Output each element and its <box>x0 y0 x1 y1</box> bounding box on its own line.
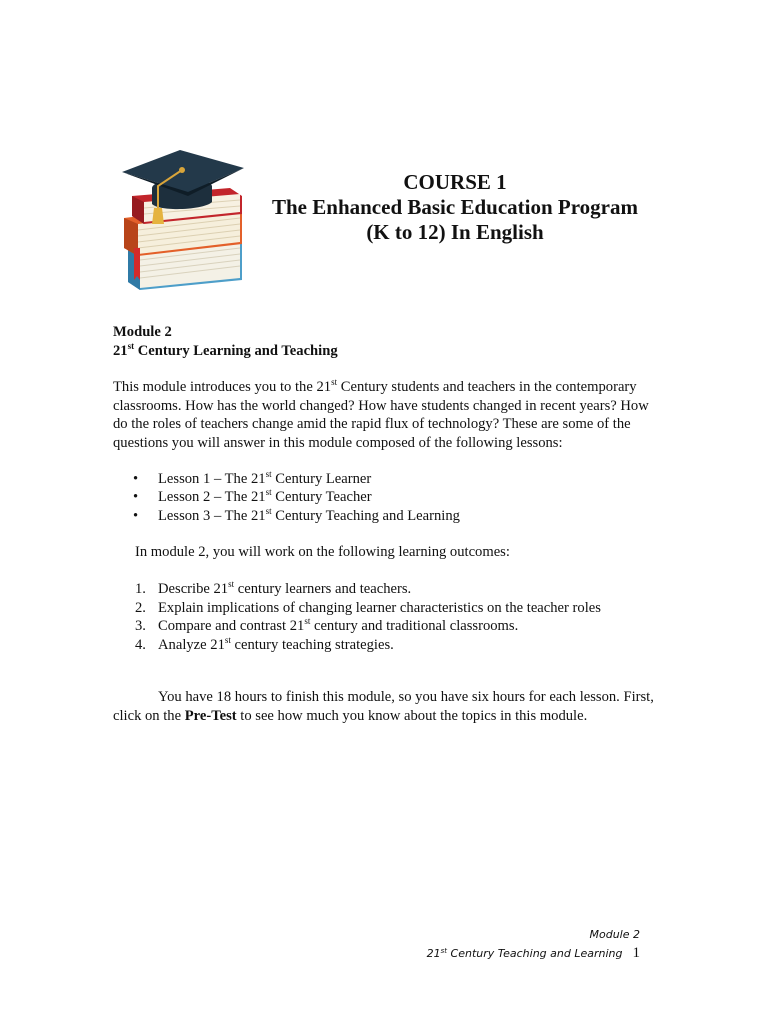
graduation-cap-on-books-icon <box>118 148 248 293</box>
program-title-line-2: (K to 12) In English <box>366 220 544 244</box>
list-item: 1. Describe 21st century learners and teachers. <box>135 578 412 597</box>
list-item: 4. Analyze 21st century teaching strategies. <box>135 634 394 653</box>
list-item: • Lesson 1 – The 21st Century Learner <box>133 468 372 487</box>
page-footer <box>400 925 640 963</box>
course-heading: COURSE 1 <box>403 170 507 194</box>
list-item: • Lesson 2 – The 21st Century Teacher <box>133 487 372 506</box>
page-number: 1 <box>632 945 640 961</box>
list-item: 2. Explain implications of changing learner characteristics on the teacher roles <box>135 599 601 616</box>
intro-paragraph: This module introduces you to the 21st Century students and teachers in the contemporary classrooms. How has the world changed? How have students changed in recent years? How do the roles of teachers change amid the rapid flux of technology? These are some of the questions you will answer in this module composed of the following lessons: <box>113 377 649 451</box>
outcomes-list <box>113 580 658 654</box>
footer-module-label: Module 2 <box>589 928 640 941</box>
outcomes-intro: In module 2, you will work on the following learning outcomes: <box>135 544 510 561</box>
module-content <box>113 323 658 726</box>
pre-test-link[interactable]: Pre-Test <box>184 707 237 724</box>
lesson-list <box>113 470 658 526</box>
module-title: 21st Century Learning and Teaching <box>113 340 338 359</box>
footer-title: 21st Century Teaching and Learning 1 <box>426 945 640 961</box>
list-item: • Lesson 3 – The 21st Century Teaching and Learning <box>133 505 460 524</box>
closing-paragraph: You have 18 hours to finish this module, so you have six hours for each lesson. First, click on the Pre-Test to see how much you know about the topics in this module. <box>113 689 654 724</box>
document-title <box>250 170 660 245</box>
list-item: 3. Compare and contrast 21st century and traditional classrooms. <box>135 616 519 635</box>
program-title-line-1: The Enhanced Basic Education Program <box>272 195 638 219</box>
module-label: Module 2 <box>113 324 172 340</box>
